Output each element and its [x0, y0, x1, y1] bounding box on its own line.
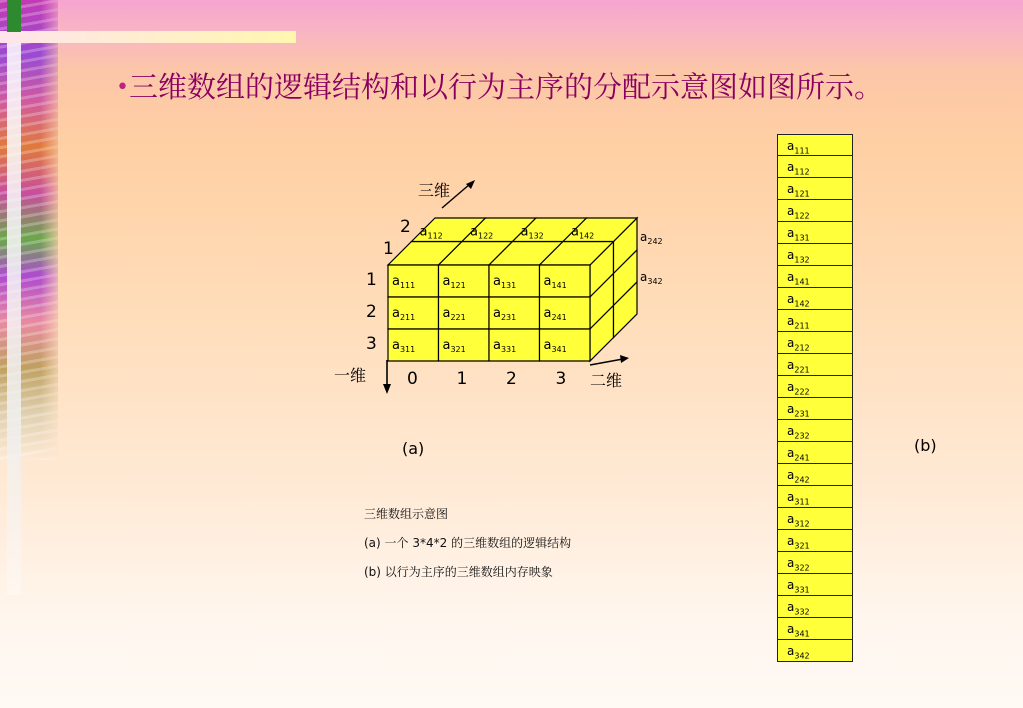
storage-cell: $a_{242}$ [777, 464, 853, 486]
front-cell-label: $a_{341}$ [543, 338, 567, 354]
front-cell-label: $a_{121}$ [442, 274, 466, 290]
storage-cell: $a_{241}$ [777, 442, 853, 464]
top-cell-label: $a_{132}$ [520, 224, 544, 241]
storage-cell: $a_{332}$ [777, 596, 853, 618]
dim1-axis-arrowhead [383, 384, 391, 394]
storage-cell: $a_{112}$ [777, 156, 853, 178]
decorative-vertical-bar [7, 40, 21, 595]
storage-cell: $a_{212}$ [777, 332, 853, 354]
caption-line-a: (a) 一个 3*4*2 的三维数组的逻辑结构 [364, 536, 572, 550]
front-cell-label: $a_{211}$ [392, 306, 416, 322]
storage-cell: $a_{222}$ [777, 376, 853, 398]
front-cell-label: $a_{221}$ [442, 306, 466, 322]
front-cell-label: $a_{111}$ [392, 274, 416, 290]
storage-cell: $a_{322}$ [777, 552, 853, 574]
figure-b-label: (b) [914, 436, 937, 455]
dim2-axis-label: 二维 [590, 371, 623, 390]
storage-cell: $a_{321}$ [777, 530, 853, 552]
front-cell-label: $a_{321}$ [442, 338, 466, 354]
dim2-axis-arrowhead [620, 355, 629, 363]
storage-cell: $a_{111}$ [777, 134, 853, 156]
figure-a-3d-array [320, 170, 700, 470]
col-index: 1 [456, 369, 468, 389]
slide-title [116, 58, 916, 117]
row-index: 3 [366, 334, 377, 354]
front-cell-label: $a_{231}$ [493, 306, 517, 322]
front-cell-label: $a_{241}$ [543, 306, 567, 322]
col-index: 0 [407, 369, 418, 389]
col-index: 2 [506, 369, 517, 389]
storage-cell: $a_{331}$ [777, 574, 853, 596]
top-cell-label: $a_{112}$ [419, 224, 443, 241]
storage-cell: $a_{141}$ [777, 266, 853, 288]
row-index: 2 [366, 302, 377, 322]
caption-line-b: (b) 以行为主序的三维数组内存映象 [364, 565, 553, 579]
figure-b-storage-column [777, 134, 853, 662]
slide-title-text: 三维数组的逻辑结构和以行为主序的分配示意图如图所示。 [128, 70, 883, 104]
side-cell-label: $a_{342}$ [640, 269, 663, 286]
top-cell-label: $a_{142}$ [571, 224, 595, 241]
storage-cell: $a_{131}$ [777, 222, 853, 244]
decorative-corner-block [7, 0, 21, 32]
storage-cell: $a_{132}$ [777, 244, 853, 266]
dim3-index: 1 [383, 239, 394, 259]
storage-cell: $a_{122}$ [777, 200, 853, 222]
front-cell-label: $a_{331}$ [493, 338, 517, 354]
decorative-top-bar [0, 31, 296, 43]
dim3-index: 2 [400, 217, 411, 237]
storage-cell: $a_{211}$ [777, 310, 853, 332]
storage-cell: $a_{231}$ [777, 398, 853, 420]
storage-cell: $a_{142}$ [777, 288, 853, 310]
dim1-axis-label: 一维 [334, 366, 367, 385]
storage-cell: $a_{121}$ [777, 178, 853, 200]
front-cell-label: $a_{311}$ [392, 338, 416, 354]
storage-cell: $a_{312}$ [777, 508, 853, 530]
caption-title: 三维数组示意图 [364, 507, 449, 521]
storage-cell: $a_{232}$ [777, 420, 853, 442]
dim3-axis-arrowhead [466, 180, 475, 189]
storage-cell: $a_{221}$ [777, 354, 853, 376]
storage-cell: $a_{311}$ [777, 486, 853, 508]
col-index: 3 [555, 369, 567, 389]
dim2-axis-line [590, 359, 623, 365]
storage-cell: $a_{342}$ [777, 640, 853, 662]
front-cell-label: $a_{141}$ [543, 274, 567, 290]
cube-cells [388, 218, 637, 361]
row-index: 1 [366, 270, 377, 290]
top-cell-label: $a_{122}$ [470, 224, 494, 241]
bullet-point: • [116, 75, 129, 100]
side-cell-label: $a_{242}$ [640, 229, 663, 246]
figure-a-label: (a) [402, 439, 425, 458]
storage-cell: $a_{341}$ [777, 618, 853, 640]
front-cell-label: $a_{131}$ [493, 274, 517, 290]
dim3-axis-label: 三维 [418, 181, 451, 200]
